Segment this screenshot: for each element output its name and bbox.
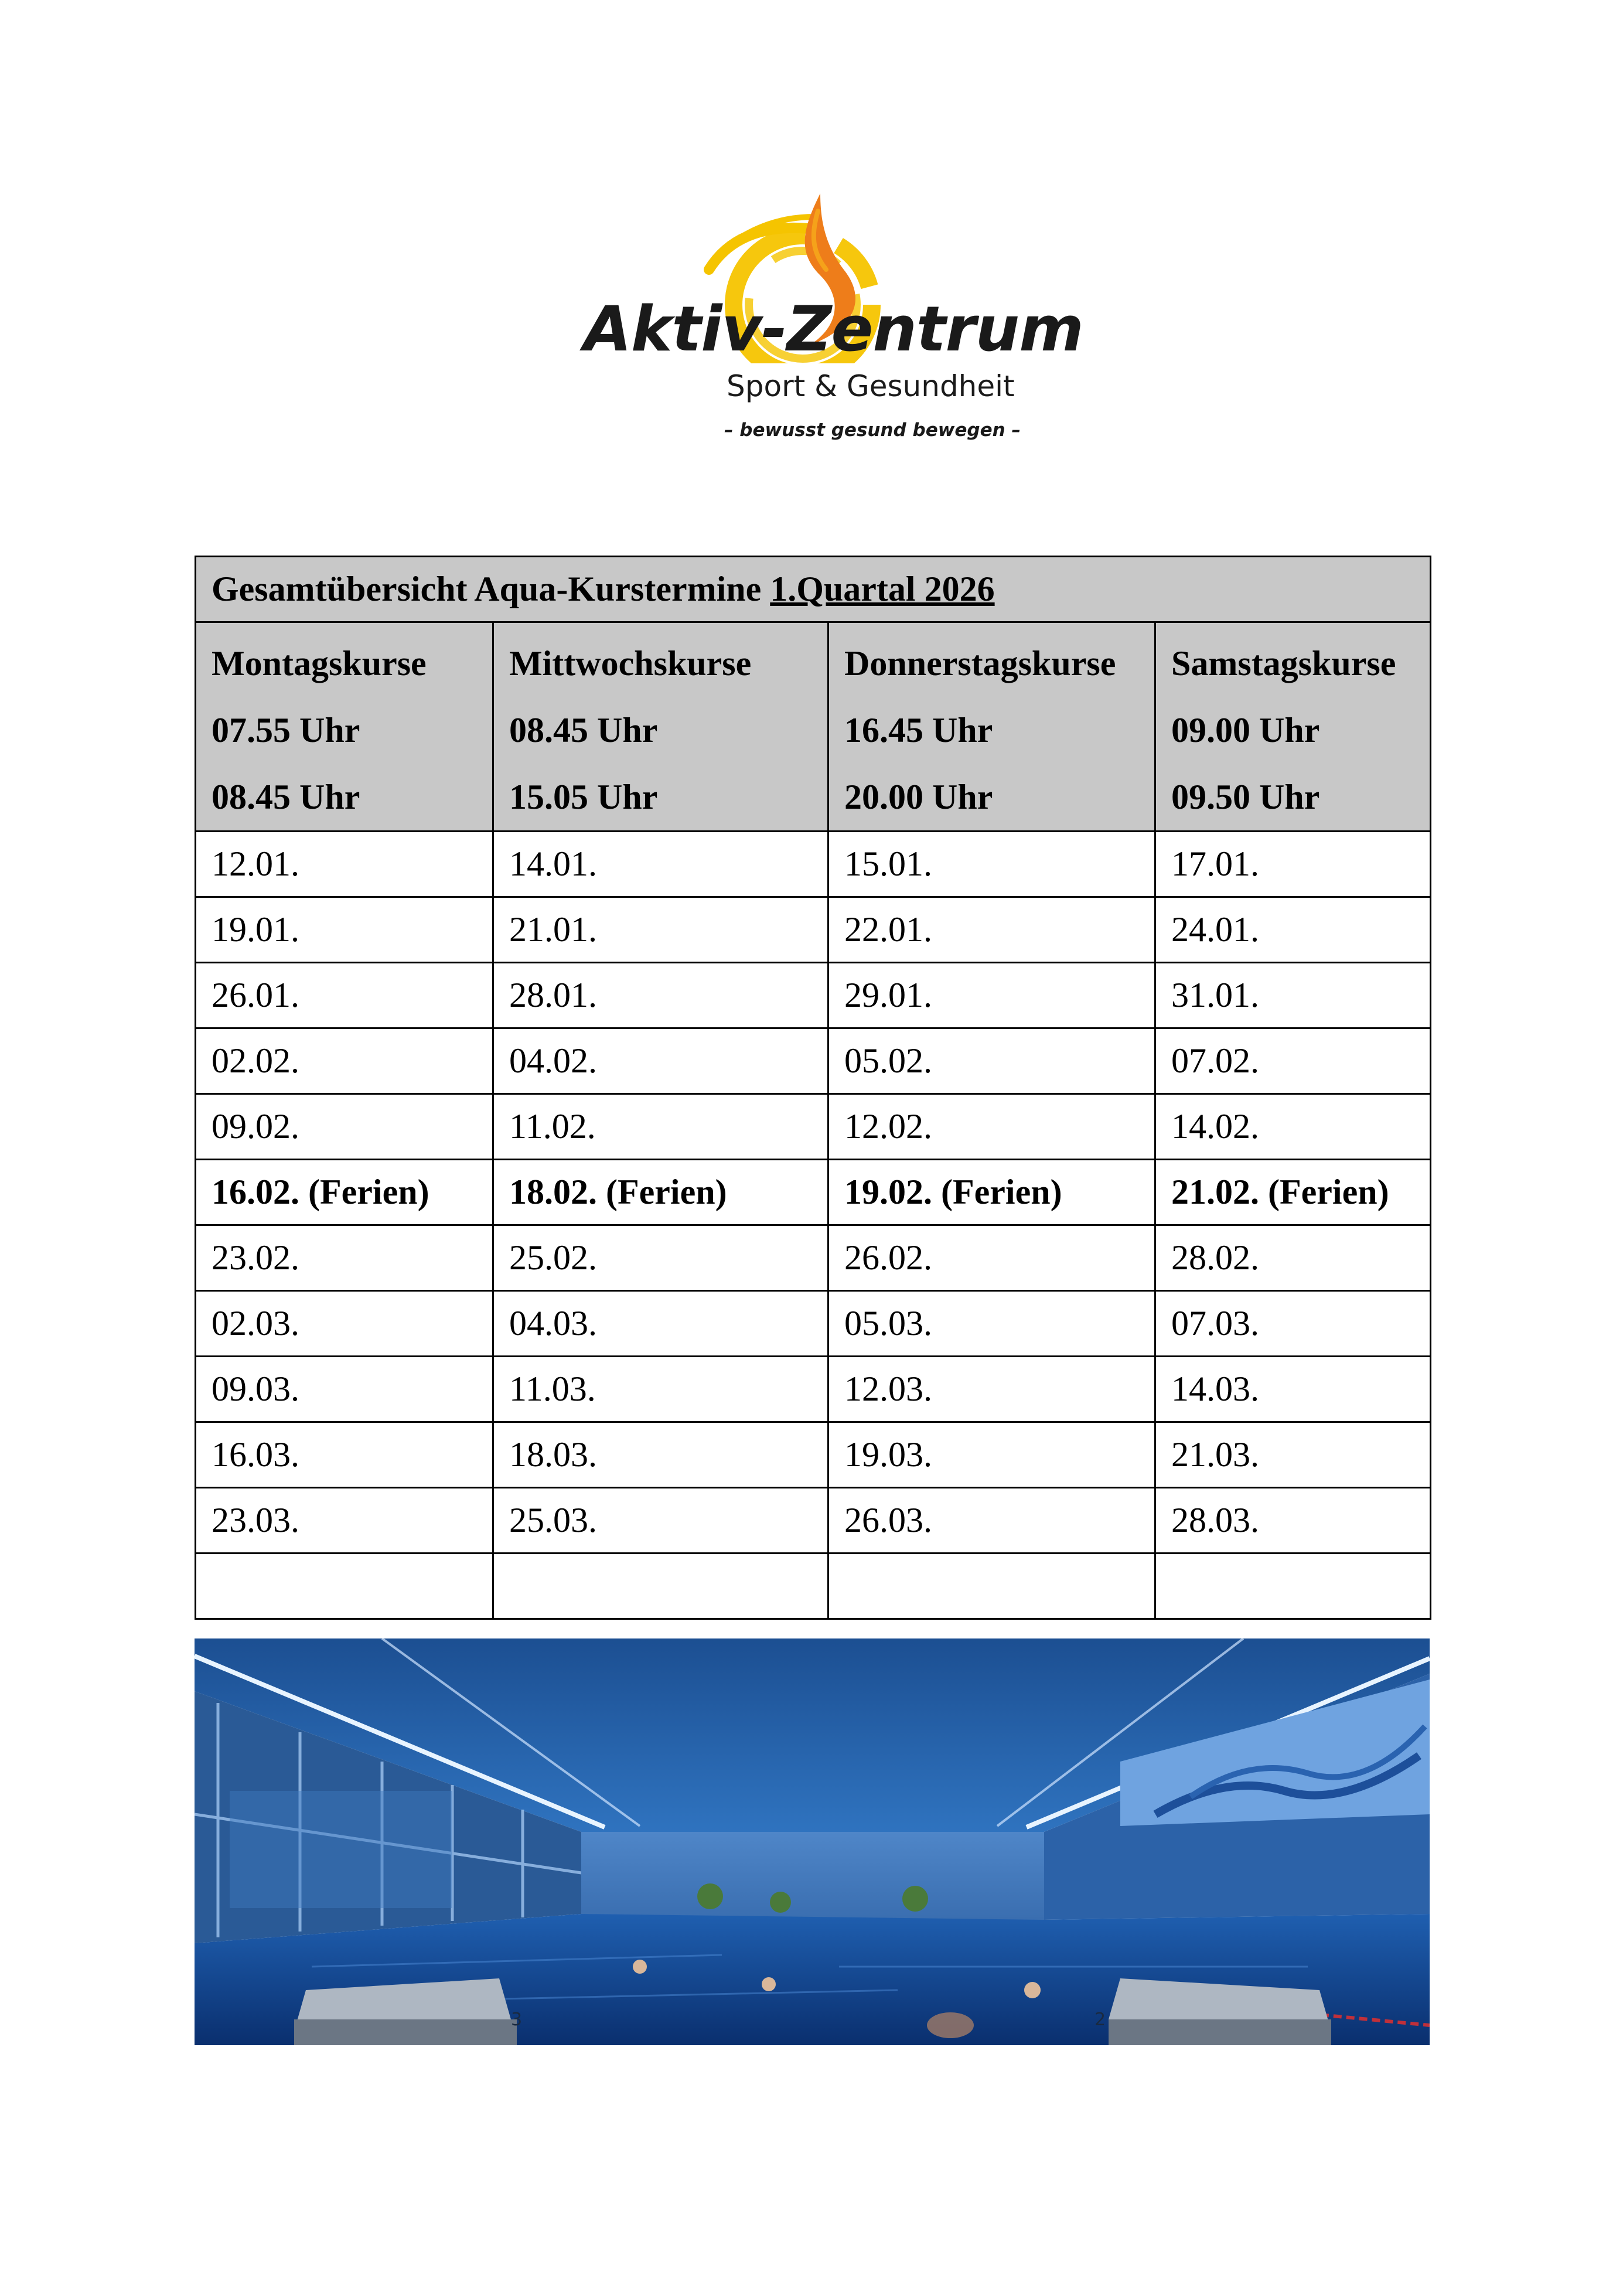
empty-cell (196, 1554, 493, 1619)
date-cell: 12.01. (196, 832, 493, 897)
holiday-date-cell: 18.02. (Ferien) (493, 1160, 828, 1225)
column-header-wednesday (493, 622, 828, 832)
date-cell: 29.01. (828, 963, 1155, 1028)
date-cell: 16.03. (196, 1422, 493, 1488)
empty-cell (1155, 1554, 1431, 1619)
column-time: 20.00 Uhr (844, 778, 993, 816)
date-cell: 22.01. (828, 897, 1155, 963)
date-cell: 25.03. (493, 1488, 828, 1554)
column-time: 15.05 Uhr (509, 778, 658, 816)
column-time: 08.45 Uhr (212, 778, 360, 816)
date-cell: 14.01. (493, 832, 828, 897)
date-cell: 28.03. (1155, 1488, 1431, 1554)
empty-cell (828, 1554, 1155, 1619)
table-row (196, 1488, 1431, 1554)
date-cell: 26.01. (196, 963, 493, 1028)
date-cell: 12.02. (828, 1094, 1155, 1160)
empty-cell (493, 1554, 828, 1619)
date-cell: 25.02. (493, 1225, 828, 1291)
logo-slogan: – bewusst gesund bewegen – (724, 420, 1021, 441)
date-cell: 04.03. (493, 1291, 828, 1357)
lane-number-3: 3 (511, 2009, 523, 2030)
column-time: 09.00 Uhr (1171, 711, 1320, 750)
table-row (196, 1357, 1431, 1422)
table-header-row (196, 622, 1431, 832)
date-cell: 04.02. (493, 1028, 828, 1094)
date-cell: 14.03. (1155, 1357, 1431, 1422)
course-schedule-table (195, 556, 1431, 1620)
date-cell: 24.01. (1155, 897, 1431, 963)
table-row (196, 1094, 1431, 1160)
column-name: Donnerstagskurse (844, 644, 1116, 683)
table-title-row (196, 557, 1431, 622)
lane-number-2: 2 (1094, 2009, 1106, 2030)
title-quarter: 1.Quartal 2026 (770, 570, 995, 608)
column-time: 09.50 Uhr (1171, 778, 1320, 816)
date-cell: 07.03. (1155, 1291, 1431, 1357)
aktiv-zentrum-logo (562, 188, 1083, 457)
date-cell: 26.03. (828, 1488, 1155, 1554)
date-cell: 02.02. (196, 1028, 493, 1094)
column-time: 08.45 Uhr (509, 711, 658, 750)
holiday-date-cell: 19.02. (Ferien) (828, 1160, 1155, 1225)
table-row (196, 1225, 1431, 1291)
date-cell: 23.03. (196, 1488, 493, 1554)
table-row (196, 963, 1431, 1028)
date-cell: 21.01. (493, 897, 828, 963)
column-header-saturday (1155, 622, 1431, 832)
table-row (196, 897, 1431, 963)
date-cell: 26.02. (828, 1225, 1155, 1291)
swimming-pool-picture (195, 1638, 1430, 2045)
indoor-pool-photo (195, 1638, 1430, 2045)
table-row (196, 832, 1431, 897)
table-row-empty (196, 1554, 1431, 1619)
date-cell: 19.03. (828, 1422, 1155, 1488)
holiday-date-cell: 21.02. (Ferien) (1155, 1160, 1431, 1225)
date-cell: 05.02. (828, 1028, 1155, 1094)
holiday-row (196, 1160, 1431, 1225)
table-row (196, 1028, 1431, 1094)
date-cell: 14.02. (1155, 1094, 1431, 1160)
column-header-monday (196, 622, 493, 832)
holiday-date-cell: 16.02. (Ferien) (196, 1160, 493, 1225)
date-cell: 21.03. (1155, 1422, 1431, 1488)
column-header-thursday (828, 622, 1155, 832)
date-cell: 28.01. (493, 963, 828, 1028)
date-cell: 19.01. (196, 897, 493, 963)
date-cell: 09.03. (196, 1357, 493, 1422)
column-name: Samstagskurse (1171, 644, 1396, 683)
date-cell: 02.03. (196, 1291, 493, 1357)
column-time: 07.55 Uhr (212, 711, 360, 750)
date-cell: 28.02. (1155, 1225, 1431, 1291)
logo-subtitle: Sport & Gesundheit (727, 369, 1015, 403)
table-title (196, 557, 1431, 622)
logo-name: Aktiv-Zentrum (584, 293, 1083, 365)
date-cell: 17.01. (1155, 832, 1431, 897)
date-cell: 11.02. (493, 1094, 828, 1160)
date-cell: 05.03. (828, 1291, 1155, 1357)
date-cell: 11.03. (493, 1357, 828, 1422)
date-cell: 15.01. (828, 832, 1155, 897)
column-time: 16.45 Uhr (844, 711, 993, 750)
column-name: Montagskurse (212, 644, 427, 683)
date-cell: 09.02. (196, 1094, 493, 1160)
date-cell: 23.02. (196, 1225, 493, 1291)
date-cell: 07.02. (1155, 1028, 1431, 1094)
table-row (196, 1291, 1431, 1357)
date-cell: 18.03. (493, 1422, 828, 1488)
date-cell: 12.03. (828, 1357, 1155, 1422)
table-row (196, 1422, 1431, 1488)
title-prefix: Gesamtübersicht Aqua-Kurstermine (212, 570, 770, 608)
date-cell: 31.01. (1155, 963, 1431, 1028)
column-name: Mittwochskurse (509, 644, 752, 683)
